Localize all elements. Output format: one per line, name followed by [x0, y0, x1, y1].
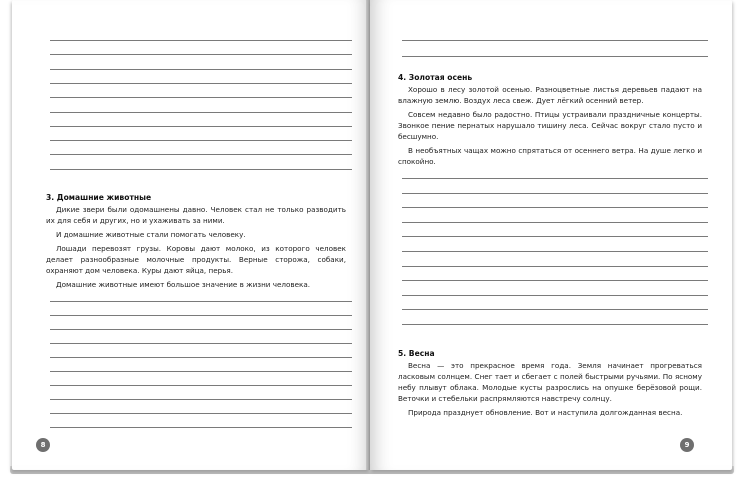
section-heading: 5. Весна	[398, 349, 435, 358]
paragraph: Хорошо в лесу золотой осенью. Разноцветные листья деревьев падают на влажную землю. Воздух леса свеж. Дует лёгкий осенний ветер.	[398, 85, 702, 105]
writing-line	[402, 236, 708, 237]
writing-line	[50, 140, 352, 141]
paragraph: Дикие звери были одомашнены давно. Человек стал не только разводить их для себя и других, но и ухаживать за ними.	[46, 205, 346, 225]
writing-line	[402, 309, 708, 310]
writing-line	[402, 56, 708, 57]
writing-lines-middle	[402, 178, 708, 338]
writing-line	[402, 207, 708, 208]
writing-line	[402, 178, 708, 179]
section-heading: 3. Домашние животные	[46, 193, 152, 202]
writing-line	[402, 251, 708, 252]
writing-line	[50, 413, 352, 414]
writing-line	[402, 193, 708, 194]
section-heading: 4. Золотая осень	[398, 73, 473, 82]
section-golden-autumn	[398, 72, 702, 170]
writing-line	[50, 399, 352, 400]
writing-line	[50, 54, 352, 55]
writing-line	[50, 329, 352, 330]
writing-line	[50, 112, 352, 113]
paragraph: Весна — это прекрасное время года. Земля начинает прогреваться ласковым солнцем. Снег тает и сбегает с полей быстрыми ручьями. По ясному небу плывут облака. Молодые кусты разрослись на опушке берёзовой рощи. Веточки и стебельки распрямляются навстречу солнцу.	[398, 361, 702, 403]
section-domestic-animals	[46, 192, 346, 293]
writing-line	[402, 222, 708, 223]
writing-lines-top	[50, 40, 352, 180]
writing-line	[50, 83, 352, 84]
page-number-badge: 9	[680, 438, 694, 452]
writing-line	[402, 295, 708, 296]
writing-line	[50, 385, 352, 386]
paragraph: Лошади перевозят грузы. Коровы дают молоко, из которого человек делает разнообразные молочные продукты. Верные сторожа, собаки, охраняют дом человека. Куры дают яйца, перья.	[46, 244, 346, 275]
writing-line	[402, 40, 708, 41]
writing-line	[50, 126, 352, 127]
paragraph: И домашние животные стали помогать человеку.	[56, 230, 246, 239]
writing-lines-bottom	[50, 301, 352, 431]
writing-line	[50, 315, 352, 316]
writing-line	[50, 301, 352, 302]
paragraph: Совсем недавно было радостно. Птицы устраивали праздничные концерты. Звонкое пение пернатых нарушало тишину леса. Сейчас вокруг стало пусто и бесшумно.	[398, 110, 702, 141]
writing-line	[50, 40, 352, 41]
writing-line	[50, 427, 352, 428]
writing-lines-top	[402, 40, 708, 70]
page-number-badge: 8	[36, 438, 50, 452]
right-page	[370, 0, 732, 470]
writing-line	[402, 266, 708, 267]
paragraph: Природа празднует обновление. Вот и наступила долгожданная весна.	[408, 408, 683, 417]
writing-line	[50, 357, 352, 358]
paragraph: В необъятных чащах можно спрятаться от осеннего ветра. На душе легко и спокойно.	[398, 146, 702, 166]
writing-line	[50, 154, 352, 155]
writing-line	[50, 371, 352, 372]
writing-line	[50, 69, 352, 70]
writing-line	[50, 97, 352, 98]
writing-line	[50, 343, 352, 344]
paragraph: Домашние животные имеют большое значение в жизни человека.	[56, 280, 311, 289]
writing-line	[50, 169, 352, 170]
left-page	[12, 0, 370, 470]
writing-line	[402, 280, 708, 281]
section-spring	[398, 348, 702, 421]
writing-line	[402, 324, 708, 325]
